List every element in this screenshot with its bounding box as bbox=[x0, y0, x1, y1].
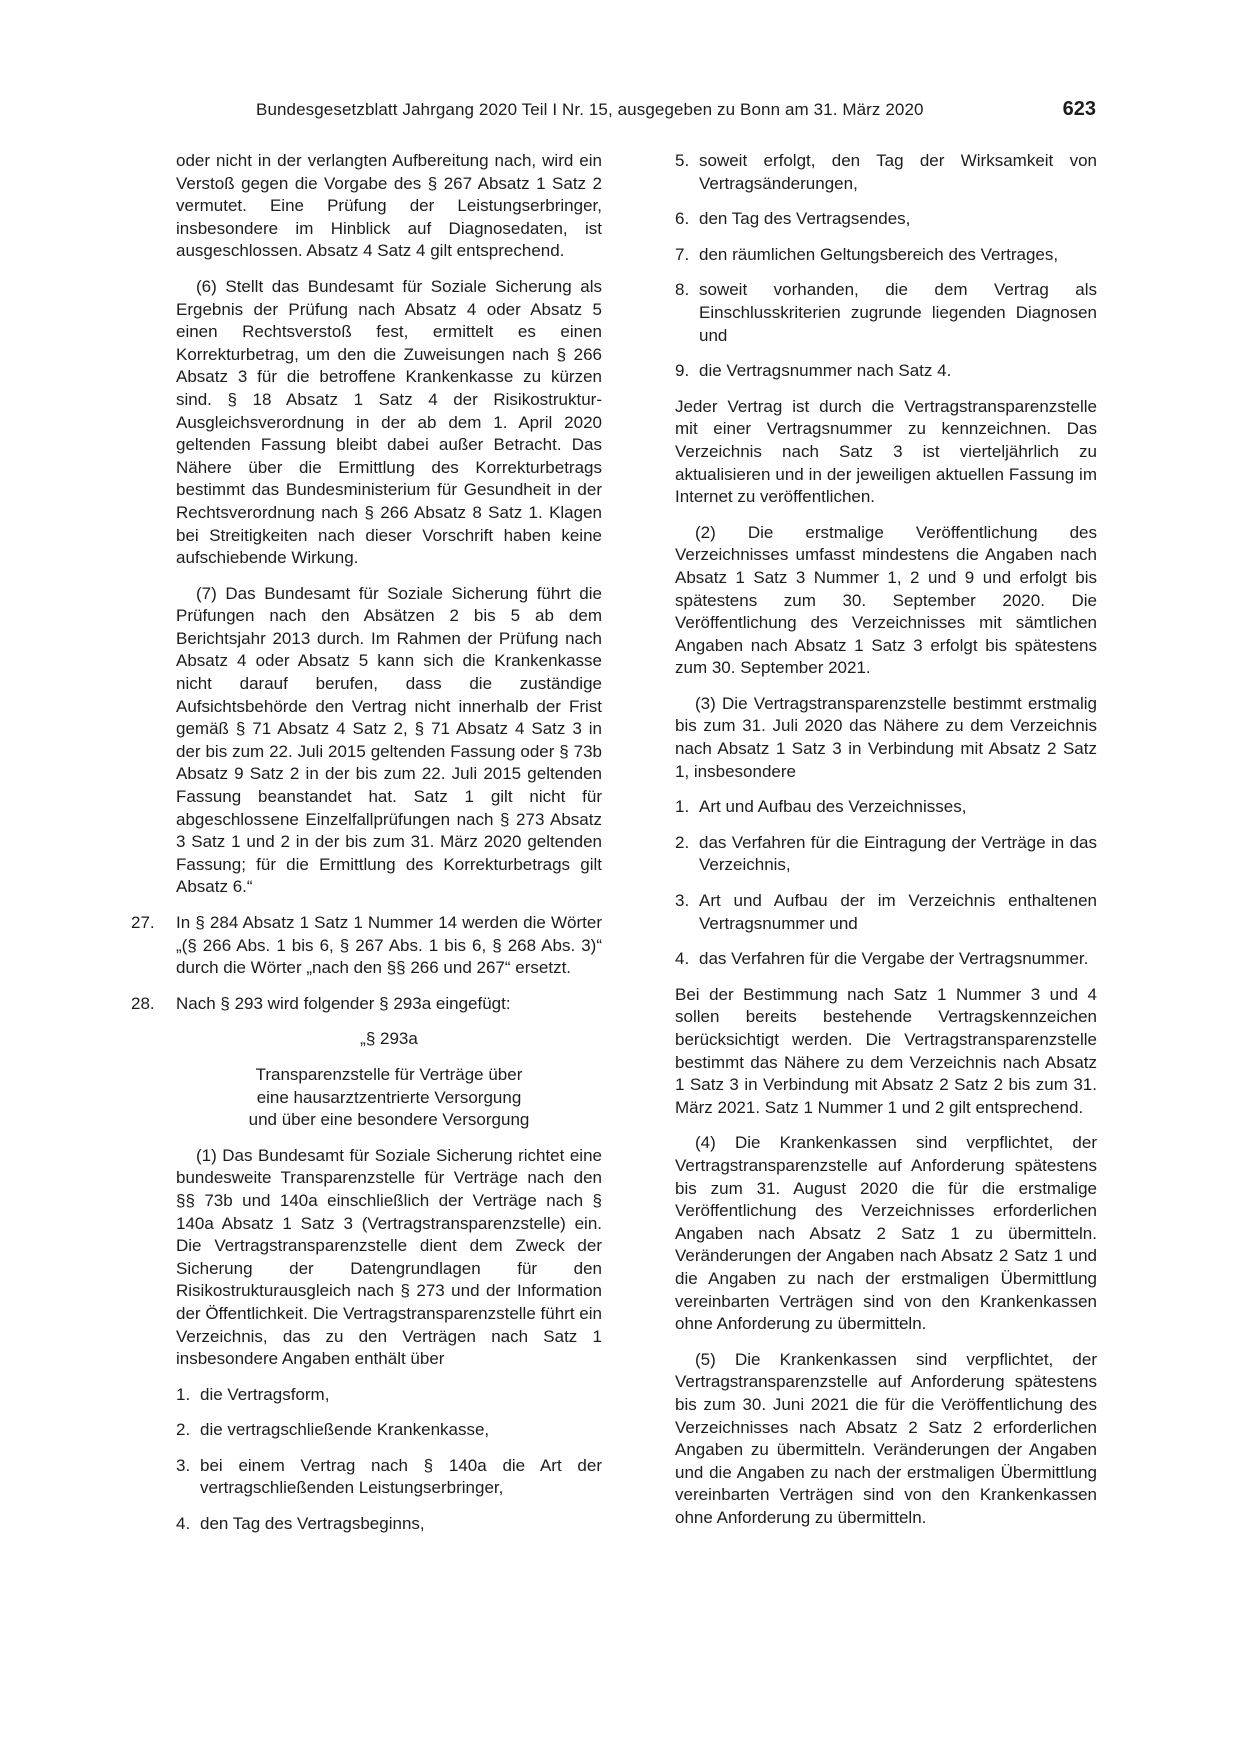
list-number: 9. bbox=[675, 361, 690, 381]
paragraph-4: (4) Die Krankenkassen sind verpflichtet, der Vertragstransparenzstelle auf Anforderung spätestens bis zum 31. August 2020 die für die erstmalige Veröffentlichung des Verzeichnisses erforderlichen Angaben nach Absatz 2 Satz 1 zu übermitteln. Veränderungen der Angaben nach Absatz 2 Satz 1 und die Angaben zu nach der erstmaligen Übermittlung vereinbarten Verträgen sind von den Krankenkassen ohne Anforderung zu übermitteln. bbox=[675, 1133, 1097, 1334]
paragraph-continued: oder nicht in der verlangten Aufbereitung nach, wird ein Verstoß gegen die Vorgabe des § 267 Absatz 1 Satz 2 vermutet. Eine Prüfung der Leistungserbringer, insbesondere im Hinblick auf Diagnosedaten, ist ausgeschlossen. Absatz 4 Satz 4 gilt entsprechend. bbox=[176, 151, 602, 261]
list-text: die Vertragsnummer nach Satz 4. bbox=[699, 361, 952, 381]
list-number: 2. bbox=[176, 1420, 191, 1440]
list-number: 2. bbox=[675, 832, 690, 852]
item-number: 28. bbox=[131, 993, 155, 1013]
list-number: 3. bbox=[675, 891, 690, 911]
list-item bbox=[675, 948, 1097, 971]
list-item bbox=[176, 1419, 602, 1442]
paragraph-2: (2) Die erstmalige Veröffentlichung des Verzeichnisses umfasst mindestens die Angaben nach Absatz 1 Satz 3 Nummer 1, 2 und 9 und erfolgt bis spätestens zum 30. September 2020. Die Veröffentlichung des Verzeichnisses mit sämtlichen Angaben nach Absatz 1 Satz 3 erfolgt bis spätestens zum 30. September 2021. bbox=[675, 522, 1097, 678]
paragraph-6: (6) Stellt das Bundesamt für Soziale Sicherung als Ergebnis der Prüfung nach Absatz 4 oder Absatz 5 einen Rechtsverstoß fest, ermittelt es einen Korrekturbetrag, um den die Zuweisungen nach § 266 Absatz 3 für die betroffene Krankenkasse zu kürzen sind. § 18 Absatz 1 Satz 4 der Risikostruktur-Ausgleichsverordnung in der ab dem 1. April 2020 geltenden Fassung bleibt dabei außer Betracht. Das Nähere über die Ermittlung des Korrekturbetrags bestimmt das Bundesministerium für Gesundheit in der Rechtsverordnung nach § 266 Absatz 8 Satz 1. Klagen bei Streitigkeiten nach dieser Vorschrift haben keine aufschiebende Wirkung. bbox=[176, 276, 602, 568]
list-number: 4. bbox=[176, 1514, 191, 1534]
list-number: 4. bbox=[675, 949, 690, 969]
list-item bbox=[176, 1384, 602, 1407]
item-text: In § 284 Absatz 1 Satz 1 Nummer 14 werden die Wörter „(§ 266 Abs. 1 bis 6, § 267 Abs. 1 bis 6, § 268 Abs. 3)“ durch die Wörter „nach den §§ 266 und 267“ ersetzt. bbox=[176, 913, 602, 978]
paragraph-bei: Bei der Bestimmung nach Satz 1 Nummer 3 und 4 sollen bereits bestehende Vertragskennzeichen berücksichtigt werden. Die Vertragstransparenzstelle bestimmt das Nähere zu dem Verzeichnis nach Absatz 1 Satz 3 in Verbindung mit Absatz 2 Satz 2 bis zum 31. März 2021. Satz 1 Nummer 1 und 2 gilt entsprechend. bbox=[675, 984, 1097, 1117]
list-text: den räumlichen Geltungsbereich des Vertrages, bbox=[699, 244, 1059, 264]
list-text: Art und Aufbau der im Verzeichnis enthaltenen Vertragsnummer und bbox=[699, 891, 1097, 933]
list-item bbox=[675, 796, 1097, 819]
paragraph-3: (3) Die Vertragstransparenzstelle bestimmt erstmalig bis zum 31. Juli 2020 das Nähere zu dem Verzeichnis nach Absatz 1 Satz 3 in Verbindung mit Absatz 2 Satz 1, insbesondere bbox=[675, 693, 1097, 781]
item-27 bbox=[131, 912, 602, 980]
paragraph-5: (5) Die Krankenkassen sind verpflichtet, der Vertragstransparenzstelle auf Anforderung spätestens bis zum 30. Juni 2021 die für die Veröffentlichung des Verzeichnisses nach Absatz 2 Satz 2 erforderlichen Angaben zu übermitteln. Veränderungen der Angaben und die Angaben zu nach der erstmaligen Übermittlung vereinbarten Verträgen sind von den Krankenkassen ohne Anforderung zu übermitteln. bbox=[675, 1349, 1097, 1527]
left-column bbox=[131, 150, 602, 1549]
list-number: 7. bbox=[675, 244, 690, 264]
list-item bbox=[675, 832, 1097, 877]
section-title bbox=[176, 1064, 602, 1132]
list-item bbox=[675, 244, 1097, 267]
right-column bbox=[675, 150, 1097, 1542]
list-number: 6. bbox=[675, 209, 690, 229]
list-text: das Verfahren für die Eintragung der Verträge in das Verzeichnis, bbox=[699, 832, 1097, 875]
list-item bbox=[176, 1455, 602, 1500]
list-number: 1. bbox=[675, 797, 690, 817]
section-title-line: und über eine besondere Versorgung bbox=[248, 1110, 530, 1130]
list-text: soweit vorhanden, die dem Vertrag als Einschlusskriterien zugrunde liegenden Diagnosen und bbox=[699, 280, 1097, 345]
section-title-line: eine hausarztzentrierte Versorgung bbox=[256, 1087, 522, 1107]
list-text: Art und Aufbau des Verzeichnisses, bbox=[699, 797, 967, 817]
section-title-line: Transparenzstelle für Verträge über bbox=[255, 1064, 523, 1084]
list-item bbox=[675, 208, 1097, 231]
paragraph-jeder: Jeder Vertrag ist durch die Vertragstransparenzstelle mit einer Vertragsnummer zu kennzeichnen. Das Verzeichnis nach Satz 3 ist vierteljährlich zu aktualisieren und in der jeweiligen aktuellen Fassung im Internet zu veröffentlichen. bbox=[675, 396, 1097, 507]
item-number: 27. bbox=[131, 913, 155, 932]
list-item bbox=[675, 150, 1097, 195]
list-text: die Vertragsform, bbox=[200, 1384, 330, 1404]
list-item bbox=[675, 890, 1097, 935]
list-item bbox=[675, 360, 1097, 383]
list-text: das Verfahren für die Vergabe der Vertragsnummer. bbox=[699, 949, 1089, 969]
list-number: 8. bbox=[675, 280, 690, 300]
list-text: den Tag des Vertragsendes, bbox=[699, 209, 911, 229]
item-28 bbox=[131, 993, 602, 1016]
list-number: 5. bbox=[675, 151, 690, 170]
list-text: soweit erfolgt, den Tag der Wirksamkeit von Vertragsänderungen, bbox=[699, 151, 1097, 193]
list-text: den Tag des Vertragsbeginns, bbox=[200, 1514, 425, 1534]
page-header bbox=[176, 98, 1096, 128]
section-heading: „§ 293a bbox=[360, 1029, 418, 1049]
item-text: Nach § 293 wird folgender § 293a eingefügt: bbox=[176, 993, 511, 1013]
list-text: die vertragschließende Krankenkasse, bbox=[200, 1420, 490, 1440]
list-number: 1. bbox=[176, 1384, 191, 1404]
list-item bbox=[176, 1513, 602, 1536]
list-number: 3. bbox=[176, 1455, 191, 1475]
paragraph-7: (7) Das Bundesamt für Soziale Sicherung führt die Prüfungen nach den Absätzen 2 bis 5 ab dem Berichtsjahr 2013 durch. Im Rahmen der Prüfung nach Absatz 4 oder Absatz 5 kann sich die Krankenkasse nicht darauf berufen, dass die zuständige Aufsichtsbehörde den Vertrag nicht innerhalb der Frist gemäß § 71 Absatz 4 Satz 2, § 71 Absatz 4 Satz 3 in der bis zum 22. Juli 2015 geltenden Fassung oder § 73b Absatz 9 Satz 2 in der bis zum 22. Juli 2015 geltenden Fassung beanstandet hat. Satz 1 gilt nicht für abgeschlossene Einzelfallprüfungen nach § 273 Absatz 3 Satz 1 und 2 in der bis zum 31. März 2020 geltenden Fassung; für die Ermittlung des Korrekturbetrags gilt Absatz 6.“ bbox=[176, 583, 602, 897]
paragraph-1: (1) Das Bundesamt für Soziale Sicherung richtet eine bundesweite Transparenzstelle für Verträge nach den §§ 73b und 140a einschließlich der Verträge nach § 140a Absatz 1 Satz 3 (Vertragstransparenzstelle) ein. Die Vertragstransparenzstelle dient dem Zweck der Sicherung der Datengrundlagen für den Risikostrukturausgleich nach § 273 und der Information der Öffentlichkeit. Die Vertragstransparenzstelle führt ein Verzeichnis, das zu den Verträgen nach Satz 1 insbesondere Angaben enthält über bbox=[176, 1145, 602, 1369]
page-number: 623 bbox=[1062, 98, 1096, 120]
list-text: bei einem Vertrag nach § 140a die Art der vertragschließenden Leistungserbringer, bbox=[200, 1455, 602, 1498]
list-item bbox=[675, 279, 1097, 347]
header-title: Bundesgesetzblatt Jahrgang 2020 Teil I Nr. 15, ausgegeben zu Bonn am 31. März 2020 bbox=[256, 100, 924, 119]
